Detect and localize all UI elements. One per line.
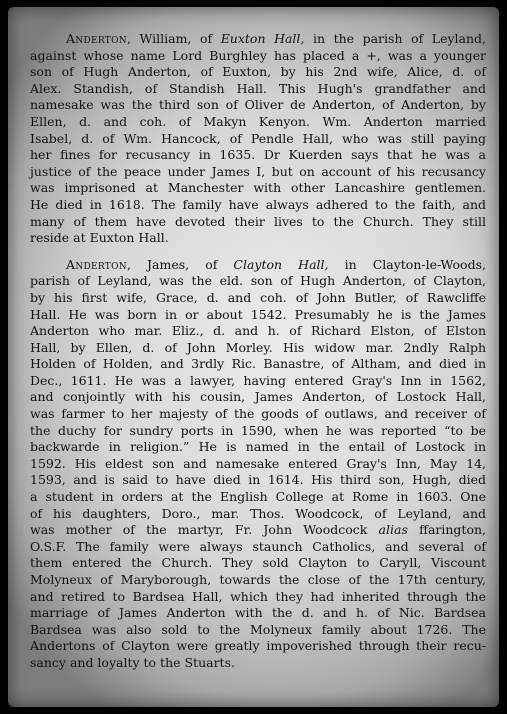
line-text: 1593, and is said to have died in 1614. His third son, Hugh, died — [30, 472, 486, 488]
line-text: marriage of James Anderton with the d. and h. of Nic. Bardsea — [30, 605, 486, 621]
entry-surname: Anderton — [66, 31, 127, 46]
text-line — [30, 97, 486, 114]
line-text: justice of the peace under James I, but on account of his recusancy — [30, 163, 486, 179]
text-line — [30, 48, 486, 65]
text-line — [30, 273, 486, 290]
text-line — [30, 572, 486, 589]
text-line — [30, 489, 486, 506]
line-text: of his daughters, Doro., mar. Thos. Woodcock, of Leyland, and — [30, 505, 486, 521]
line-text: Bardsea was also sold to the Molyneux family about 1726. The — [30, 621, 486, 637]
line-text: He died in 1618. The family have always adhered to the faith, and — [30, 196, 486, 212]
line-text: , James, of — [126, 256, 234, 272]
line-text: was farmer to her majesty of the goods of outlaws, and receiver of — [30, 406, 486, 422]
text-line — [30, 214, 486, 231]
line-text: against whose name Lord Burghley has placed a +, was a younger — [30, 47, 486, 63]
line-text: and conjointly with his cousin, James Anderton, of Lostock Hall, — [30, 389, 486, 405]
line-text: O.S.F. The family were always staunch Catholics, and several of — [30, 538, 486, 554]
line-text: , William, of — [126, 31, 221, 46]
text-line — [30, 81, 486, 98]
line-text: Molyneux of Maryborough, towards the close of the 17th century, — [30, 572, 486, 587]
line-text: by his first wife, Grace, d. and coh. of John Butler, of Rawcliffe — [30, 289, 486, 305]
line-text: Anderton who mar. Eliz., d. and h. of Richard Elston, of Elston — [30, 323, 486, 339]
line-text: Alex. Standish, of Standish Hall. This Hugh's grandfather and — [30, 80, 486, 96]
line-text: in Clayton-le-Woods, — [328, 256, 486, 272]
italic-text: alias — [378, 522, 408, 538]
line-text: the duchy for sundry ports in 1590, when he was reported “to be — [30, 422, 486, 438]
text-line — [30, 340, 486, 357]
line-text: was mother of the martyr, Fr. John Woodcock — [30, 522, 379, 538]
entry-surname: Anderton — [66, 256, 127, 272]
italic-text: Clayton Hall, — [233, 256, 329, 272]
line-text: in the parish of Leyland, — [304, 31, 487, 46]
italic-text: Euxton Hall, — [220, 31, 305, 46]
line-text: parish of Leyland, was the eld. son of Hugh Anderton, of Clayton, — [30, 273, 486, 289]
line-text: and retired to Bardsea Hall, which they had inherited through the — [30, 588, 486, 604]
line-text: many of them have devoted their lives to the Church. They still — [30, 213, 486, 229]
line-text: Isabel, d. of Wm. Hancock, of Pendle Hall, who was still paying — [30, 130, 486, 146]
text-line — [30, 307, 486, 324]
text-line — [30, 622, 486, 639]
line-text: Ellen, d. and coh. of Makyn Kenyon. Wm. Anderton married — [30, 113, 486, 129]
text-line — [30, 506, 486, 523]
text-line — [30, 539, 486, 556]
text-line — [30, 356, 486, 373]
text-line — [30, 64, 486, 81]
text-line — [30, 131, 486, 148]
text-line — [30, 147, 486, 164]
text-line — [30, 406, 486, 423]
line-text: sancy and loyalty to the Stuarts. — [30, 654, 235, 670]
line-text: was imprisoned at Manchester with other Lancashire gentlemen. — [30, 180, 486, 196]
text-line — [30, 423, 486, 440]
text-line — [30, 389, 486, 406]
line-text: namesake was the third son of Oliver de Anderton, of Anderton, by — [30, 97, 486, 113]
line-text: a student in orders at the English College at Rome in 1603. One — [30, 489, 486, 505]
text-line — [30, 456, 486, 473]
line-text: son of Hugh Anderton, of Euxton, by his 2nd wife, Alice, d. of — [30, 64, 486, 80]
line-text: Hall. He was born in or about 1542. Presumably he is the James — [30, 306, 486, 322]
line-text: reside at Euxton Hall. — [30, 230, 169, 246]
line-text: her fines for recusancy in 1635. Dr Kuerden says that he was a — [30, 147, 486, 163]
text-line — [30, 180, 486, 197]
text-line — [30, 589, 486, 606]
text-line — [30, 257, 486, 274]
line-text: Andertons of Clayton were greatly impoverished through their recu- — [30, 638, 486, 654]
line-text: 1592. His eldest son and namesake entered Gray's Inn, May 14, — [30, 455, 486, 471]
text-line — [30, 31, 486, 48]
text-line — [30, 197, 486, 214]
text-line — [30, 605, 486, 622]
text-line — [30, 439, 486, 456]
line-text: backwarde in religion.” He is named in the entail of Lostock in — [30, 439, 486, 455]
line-text: them entered the Church. They sold Clayton to Caryll, Viscount — [30, 555, 486, 571]
text-line — [30, 164, 486, 181]
line-text: Hall, by Ellen, d. of John Morley. His widow mar. 2ndly Ralph — [30, 339, 486, 355]
text-line — [30, 230, 486, 247]
line-text: ffarington, — [407, 522, 486, 538]
text-line — [30, 323, 486, 340]
text-line — [30, 290, 486, 307]
text-line — [30, 114, 486, 131]
text-line — [30, 472, 486, 489]
page-text — [30, 31, 486, 672]
text-line — [30, 638, 486, 655]
scanned-page — [8, 7, 499, 707]
text-line — [30, 555, 486, 572]
text-line — [30, 373, 486, 390]
line-text: Holden of Holden, and 3rdly Ric. Banastre, of Altham, and died in — [30, 356, 486, 372]
paragraph-gap — [30, 247, 486, 257]
line-text: Dec., 1611. He was a lawyer, having entered Gray's Inn in 1562, — [30, 372, 486, 388]
text-line — [30, 522, 486, 539]
text-line — [30, 655, 486, 672]
